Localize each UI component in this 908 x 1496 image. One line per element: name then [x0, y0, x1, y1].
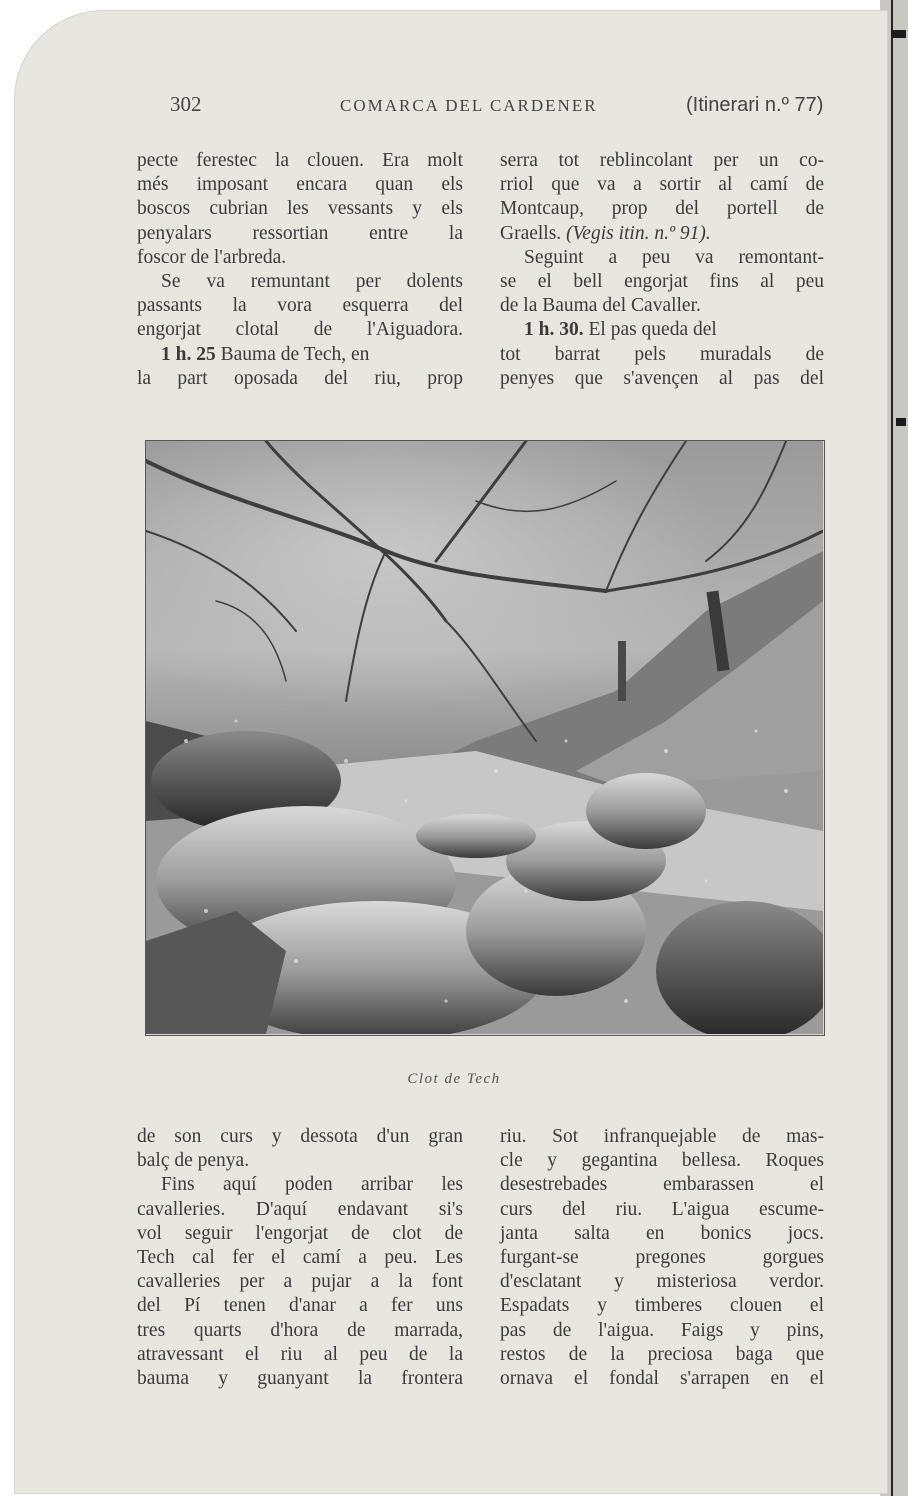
text-line: Montcaup, prop del portell de	[500, 198, 824, 220]
text-line: cavalleries. D'aquí endavant si's	[137, 1198, 463, 1220]
text-line: janta salta en bonics jocs.	[500, 1222, 824, 1244]
text-line: restos de la preciosa baga que	[500, 1343, 824, 1365]
text-line: tot barrat pels muradals de	[500, 343, 824, 365]
text-fragment: El pas queda del	[583, 319, 717, 341]
itinerary-reference: (Itinerari n.º 77)	[686, 94, 824, 116]
text-line: de son curs y dessota d'un gran	[137, 1126, 463, 1147]
text-line: la part oposada del riu, prop	[137, 367, 463, 389]
text-line: serra tot reblincolant per un co-	[500, 150, 824, 171]
text-line: del Pí tenen d'anar a fer uns	[137, 1295, 463, 1317]
place-name: Graells.	[500, 222, 567, 244]
photograph-clot-de-tech	[145, 440, 825, 1036]
text-line	[137, 343, 463, 367]
text-line: rriol que va a sortir al camí de	[500, 174, 824, 196]
text-line: pecte ferestec la clouen. Era molt	[137, 150, 463, 171]
text-line: balç de penya.	[137, 1150, 250, 1172]
text-column-left-bottom	[137, 1125, 463, 1391]
text-line: de la Bauma del Cavaller.	[500, 295, 701, 317]
text-line: penyes que s'avençen al pas del	[500, 367, 824, 389]
text-line: furgant-se pregones gorgues	[500, 1247, 824, 1269]
spine-edge	[891, 0, 893, 1496]
text-column-right-bottom	[500, 1125, 824, 1391]
text-line: riu. Sot infranquejable de mas-	[500, 1126, 824, 1147]
text-line: passants la vora esquerra del	[137, 295, 463, 317]
running-title: COMARCA DEL CARDENER	[340, 96, 598, 115]
text-line: pas de l'aigua. Faigs y pins,	[500, 1319, 824, 1341]
text-line: engorjat clotal de l'Aiguadora.	[137, 319, 463, 341]
place-name: Bauma de Tech, en	[215, 343, 370, 365]
text-line: d'esclatant y misteriosa verdor.	[500, 1271, 824, 1293]
text-line: atravessant el riu al peu de la	[137, 1343, 463, 1365]
time-marker: 1 h. 30.	[524, 319, 584, 341]
figure-caption: Clot de Tech	[407, 1071, 501, 1087]
spine-mark	[896, 418, 906, 426]
text-line: més imposant encara quan els	[137, 174, 463, 196]
spine-mark	[892, 30, 906, 38]
text-line: cle y gegantina bellesa. Roques	[500, 1150, 824, 1172]
text-line: Se va remuntant per dolents	[161, 271, 463, 293]
text-line	[500, 222, 824, 246]
text-column-right-top	[500, 149, 824, 391]
text-line: tres quarts d'hora de marrada,	[137, 1319, 463, 1341]
text-line: Espadats y timberes clouen el	[500, 1295, 824, 1317]
text-line: Seguint a peu va remontant-	[524, 246, 824, 268]
text-line: Fins aquí poden arribar les	[161, 1174, 463, 1196]
text-line	[500, 318, 824, 342]
text-line: se el bell engorjat fins al peu	[500, 271, 824, 293]
text-line: cavalleries per a pujar a la font	[137, 1271, 463, 1293]
time-marker: 1 h. 25	[161, 343, 216, 365]
text-line: desestrebades embarassen el	[500, 1174, 824, 1196]
cross-reference: (Vegis itin. n.º 91).	[566, 222, 711, 244]
text-line: Tech cal fer el camí a peu. Les	[137, 1247, 463, 1269]
photo-illustration	[146, 441, 823, 1034]
text-line: penyalars ressortian entre la	[137, 222, 463, 244]
text-line: vol seguir l'engorjat de clot de	[137, 1222, 463, 1244]
text-line: foscor de l'arbreda.	[137, 246, 287, 268]
text-line: ornava el fondal s'arrapen en el	[500, 1368, 824, 1390]
text-line: curs del riu. L'aigua escume-	[500, 1198, 824, 1220]
text-line: bauma y guanyant la frontera	[137, 1368, 463, 1390]
text-line: boscos cubrian les vessants y els	[137, 198, 463, 220]
text-column-left-top	[137, 149, 463, 391]
page-number: 302	[170, 92, 202, 116]
